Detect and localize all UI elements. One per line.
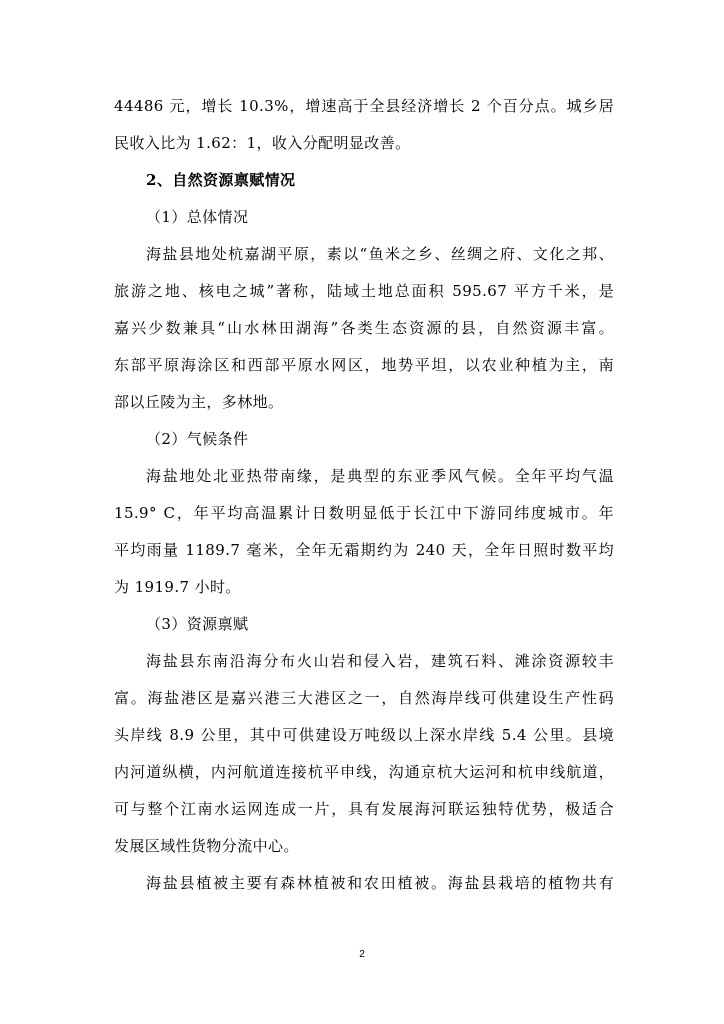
paragraph-line: 旅游之地、核电之城”著称，陆域土地总面积 595.67 平方千米，是 bbox=[114, 282, 614, 300]
paragraph-line: 海盐县植被主要有森林植被和农田植被。海盐县栽培的植物共有 bbox=[146, 874, 614, 892]
paragraph-line: 15.9° C，年平均高温累计日数明显低于长江中下游同纬度城市。年 bbox=[114, 504, 614, 522]
subsection-heading: （1）总体情况 bbox=[146, 208, 249, 226]
paragraph-line: 部以丘陵为主，多林地。 bbox=[114, 393, 284, 411]
paragraph-line: 头岸线 8.9 公里，其中可供建设万吨级以上深水岸线 5.4 公里。县境 bbox=[114, 726, 614, 744]
paragraph-line: 44486 元，增长 10.3%，增速高于全县经济增长 2 个百分点。城乡居 bbox=[114, 97, 614, 115]
paragraph-line: 海盐县东南沿海分布火山岩和侵入岩，建筑石料、滩涂资源较丰 bbox=[146, 652, 614, 670]
document-body bbox=[114, 88, 614, 902]
paragraph-line: 可与整个江南水运网连成一片，具有发展海河联运独特优势，极适合 bbox=[114, 800, 614, 818]
paragraph-line: 富。海盐港区是嘉兴港三大港区之一，自然海岸线可供建设生产性码 bbox=[114, 689, 614, 707]
paragraph-line: 民收入比为 1.62：1，收入分配明显改善。 bbox=[114, 134, 411, 152]
paragraph-line: 海盐地处北亚热带南缘，是典型的东亚季风气候。全年平均气温 bbox=[146, 467, 614, 485]
paragraph-line: 平均雨量 1189.7 毫米，全年无霜期约为 240 天，全年日照时数平均 bbox=[114, 541, 614, 559]
paragraph-line: 为 1919.7 小时。 bbox=[114, 578, 241, 596]
page-number: 2 bbox=[359, 949, 365, 960]
section-heading: 2、自然资源禀赋情况 bbox=[146, 171, 296, 189]
paragraph-line: 发展区域性货物分流中心。 bbox=[114, 837, 299, 855]
paragraph-line: 海盐县地处杭嘉湖平原，素以“鱼米之乡、丝绸之府、文化之邦、 bbox=[146, 245, 614, 263]
paragraph-line: 内河道纵横，内河航道连接杭平申线，沟通京杭大运河和杭申线航道， bbox=[114, 763, 614, 781]
subsection-heading: （2）气候条件 bbox=[146, 430, 249, 448]
subsection-heading: （3）资源禀赋 bbox=[146, 615, 249, 633]
paragraph-line: 东部平原海涂区和西部平原水网区，地势平坦，以农业种植为主，南 bbox=[114, 356, 614, 374]
paragraph-line: 嘉兴少数兼具“山水林田湖海”各类生态资源的县，自然资源丰富。 bbox=[114, 319, 614, 337]
